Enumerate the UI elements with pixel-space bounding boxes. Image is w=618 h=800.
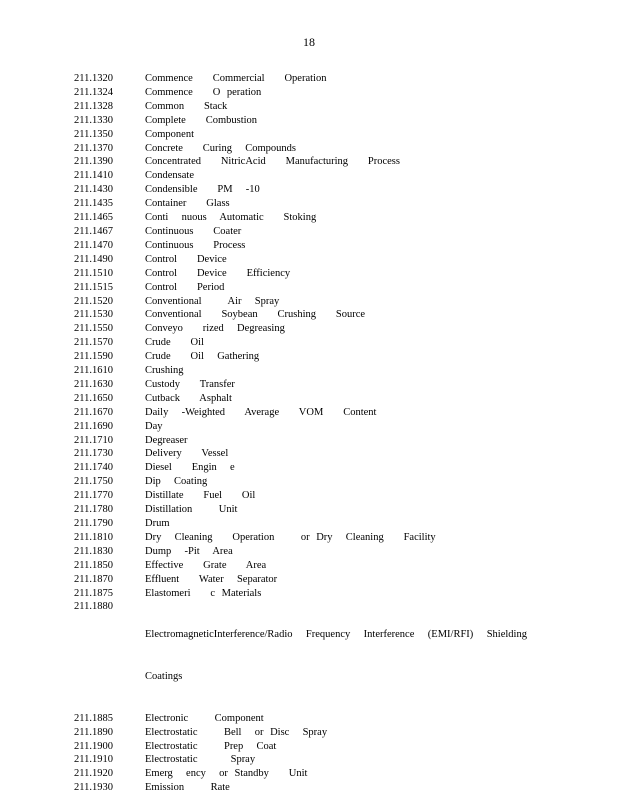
list-item [74, 155, 594, 169]
section-number: 211.1530 [74, 309, 113, 321]
term-word: ElectromagneticInterference/Radio [145, 629, 293, 641]
list-item [74, 475, 594, 489]
list-item [74, 434, 594, 448]
section-number: 211.1467 [74, 225, 113, 237]
defined-term: Component [145, 128, 194, 140]
defined-term: Control Device [145, 253, 227, 265]
section-number: 211.1324 [74, 86, 113, 98]
defined-term: Continuous Process [145, 239, 246, 251]
defined-term: Emerg ency or Standby Unit [145, 768, 308, 780]
list-item [74, 169, 594, 183]
defined-term: Distillate Fuel Oil [145, 490, 256, 502]
defined-term: Commence O peration [145, 86, 262, 98]
section-number: 211.1870 [74, 573, 113, 585]
list-item [74, 253, 594, 267]
list-item [74, 726, 594, 740]
term-word: (EMI/RFI) [427, 629, 474, 641]
section-number: 211.1590 [74, 351, 113, 363]
defined-term: Electrostatic Prep Coat [145, 740, 277, 752]
list-item [74, 322, 594, 336]
section-number: 211.1920 [74, 768, 113, 780]
section-number: 211.1430 [74, 184, 113, 196]
defined-term: Cutback Asphalt [145, 392, 232, 404]
section-number: 211.1690 [74, 420, 113, 432]
list-item [74, 197, 594, 211]
list-item [74, 364, 594, 378]
defined-term: Crushing [145, 365, 184, 377]
defined-term: Emission Rate [145, 782, 230, 794]
section-number: 211.1810 [74, 531, 113, 543]
defined-term: Dump -Pit Area [145, 545, 233, 557]
list-item [74, 225, 594, 239]
section-number: 211.1610 [74, 365, 113, 377]
defined-term: Day [145, 420, 163, 432]
section-number: 211.1470 [74, 239, 113, 251]
section-number: 211.1435 [74, 198, 113, 210]
section-number: 211.1910 [74, 754, 113, 766]
page-number: 18 [303, 35, 315, 49]
list-item [74, 545, 594, 559]
list-item [74, 420, 594, 434]
list-item [74, 392, 594, 406]
list-item [74, 712, 594, 726]
list-item [74, 531, 594, 545]
list-item [74, 114, 594, 128]
defined-term: Conveyo rized Degreasing [145, 323, 285, 335]
defined-term: Conventional Soybean Crushing Source [145, 309, 366, 321]
section-number: 211.1740 [74, 462, 113, 474]
list-item [74, 86, 594, 100]
defined-term: Container Glass [145, 198, 230, 210]
defined-term: Dry Cleaning Operation or Dry Cleaning Facility [145, 531, 436, 543]
section-number: 211.1830 [74, 545, 113, 557]
section-number: 211.1875 [74, 587, 113, 599]
list-item [74, 781, 594, 795]
defined-term: Crude Oil [145, 337, 204, 349]
section-number: 211.1370 [74, 142, 113, 154]
section-number: 211.1465 [74, 212, 113, 224]
definitions-list [74, 72, 594, 795]
list-item [74, 239, 594, 253]
list-item [74, 517, 594, 531]
section-number: 211.1350 [74, 128, 113, 140]
list-item [74, 587, 594, 601]
section-number: 211.1390 [74, 156, 113, 168]
defined-term: Effective Grate Area [145, 559, 267, 571]
list-item [74, 267, 594, 281]
section-number: 211.1880 [74, 601, 113, 613]
section-number: 211.1890 [74, 726, 113, 738]
section-number: 211.1770 [74, 490, 113, 502]
list-item [74, 489, 594, 503]
list-item [74, 295, 594, 309]
section-number: 211.1850 [74, 559, 113, 571]
defined-term: Daily -Weighted Average VOM Content [145, 406, 377, 418]
section-number: 211.1670 [74, 406, 113, 418]
section-number: 211.1410 [74, 170, 113, 182]
section-number: 211.1930 [74, 782, 113, 794]
list-item [74, 740, 594, 754]
list-item [74, 308, 594, 322]
defined-term: Diesel Engin e [145, 462, 235, 474]
section-number: 211.1490 [74, 253, 113, 265]
list-item [74, 559, 594, 573]
list-item [74, 447, 594, 461]
section-number: 211.1885 [74, 712, 113, 724]
section-number: 211.1520 [74, 295, 113, 307]
term-word: Frequency [305, 629, 351, 641]
defined-term: Conti nuous Automatic Stoking [145, 212, 317, 224]
term-word: Interference [363, 629, 415, 641]
section-number: 211.1780 [74, 504, 113, 516]
list-item [74, 100, 594, 114]
section-number: 211.1730 [74, 448, 113, 460]
defined-term: Commence Commercial Operation [145, 73, 327, 84]
defined-term: Condensible PM -10 [145, 184, 260, 196]
list-item [74, 461, 594, 475]
defined-term: Drum [145, 518, 170, 529]
defined-term: Effluent Water Separator [145, 573, 278, 585]
list-item [74, 350, 594, 364]
list-item [74, 281, 594, 295]
defined-term: Crude Oil Gathering [145, 351, 260, 363]
defined-term: Conventional Air Spray [145, 295, 280, 307]
defined-term: Control Period [145, 281, 225, 293]
term-word: Shielding [486, 629, 527, 641]
defined-term: Electrostatic Bell or Disc Spray [145, 726, 328, 738]
defined-term: Custody Transfer [145, 378, 235, 390]
list-item [74, 142, 594, 156]
list-item [74, 128, 594, 142]
list-item [74, 211, 594, 225]
section-number: 211.1630 [74, 378, 113, 390]
list-item [74, 336, 594, 350]
section-number: 211.1550 [74, 323, 113, 335]
section-number: 211.1710 [74, 434, 113, 446]
defined-term: Distillation Unit [145, 504, 238, 516]
section-number: 211.1750 [74, 476, 113, 488]
defined-term: Delivery Vessel [145, 448, 229, 460]
defined-term: Degreaser [145, 434, 188, 446]
list-item [74, 753, 594, 767]
term-continuation: Coatings [145, 670, 183, 682]
section-number: 211.1328 [74, 100, 113, 112]
defined-term: Control Device Efficiency [145, 267, 291, 279]
defined-term: Condensate [145, 170, 194, 182]
defined-term: Electronic Component [145, 712, 264, 724]
term-first-line [145, 628, 527, 642]
section-number: 211.1570 [74, 337, 113, 349]
section-number: 211.1510 [74, 267, 113, 279]
defined-term: Complete Combustion [145, 114, 258, 126]
section-number: 211.1790 [74, 518, 113, 529]
list-item [74, 183, 594, 197]
defined-term [145, 600, 594, 711]
defined-term: Dip Coating [145, 476, 208, 488]
defined-term: Concentrated NitricAcid Manufacturing Process [145, 156, 400, 168]
list-item [74, 406, 594, 420]
section-number: 211.1515 [74, 281, 113, 293]
section-number: 211.1320 [74, 73, 113, 84]
section-number: 211.1650 [74, 392, 113, 404]
defined-term: Concrete Curing Compounds [145, 142, 296, 154]
defined-term: Common Stack [145, 100, 228, 112]
list-item [74, 767, 594, 781]
list-item [74, 378, 594, 392]
list-item [74, 573, 594, 587]
list-item [74, 600, 594, 711]
defined-term: Elastomeri c Materials [145, 587, 262, 599]
list-item [74, 503, 594, 517]
list-item [74, 72, 594, 86]
defined-term: Electrostatic Spray [145, 754, 256, 766]
section-number: 211.1330 [74, 114, 113, 126]
section-number: 211.1900 [74, 740, 113, 752]
defined-term: Continuous Coater [145, 225, 242, 237]
